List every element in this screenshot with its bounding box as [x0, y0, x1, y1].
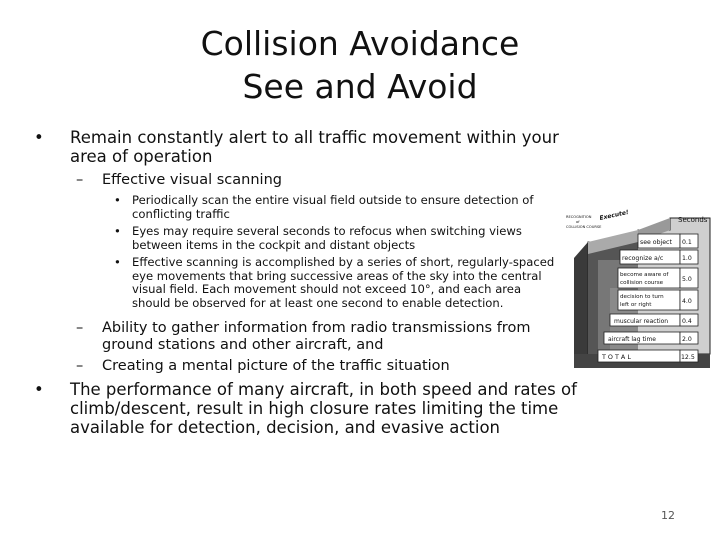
bullet-1-line-2: area of operation	[70, 147, 213, 166]
diagram-note-line-2: of	[576, 220, 580, 224]
step-label-aware: become aware of collision course	[620, 272, 669, 286]
diagram-execute-label: Execute!	[598, 208, 630, 222]
step-value-muscular: 0.4	[682, 318, 692, 325]
bullet-1-line-1: Remain constantly alert to all traffic movement within your	[70, 128, 559, 147]
title-line-1: Collision Avoidance	[200, 24, 520, 63]
diagram-note-line-3: COLLISION COURSE	[566, 225, 602, 229]
reaction-time-staircase-diagram	[560, 200, 712, 370]
title-line-2: See and Avoid	[242, 67, 478, 106]
step-value-see-object: 0.1	[682, 239, 692, 246]
diagram-seconds-header: Seconds	[678, 216, 708, 224]
step-label-recognize: recognize a/c	[622, 255, 664, 262]
slide-title	[0, 22, 720, 108]
step-value-decision: 4.0	[682, 298, 692, 305]
step-label-muscular: muscular reaction	[614, 318, 669, 325]
step-label-lag: aircraft lag time	[608, 336, 657, 343]
page-number: 12	[661, 509, 675, 522]
bullet-dot: •	[34, 380, 44, 399]
step-label-decision: decision to turn left or right	[620, 294, 664, 308]
step-value-recognize: 1.0	[682, 255, 692, 262]
bullet-dot: •	[34, 128, 44, 147]
total-label: T O T A L	[602, 353, 631, 361]
total-value: 12.5	[681, 354, 695, 361]
step-label-see-object: see object	[640, 239, 672, 246]
diagram-note-line-1: RECOGNITION	[566, 215, 592, 219]
step-value-aware: 5.0	[682, 276, 692, 283]
step-value-lag: 2.0	[682, 336, 692, 343]
